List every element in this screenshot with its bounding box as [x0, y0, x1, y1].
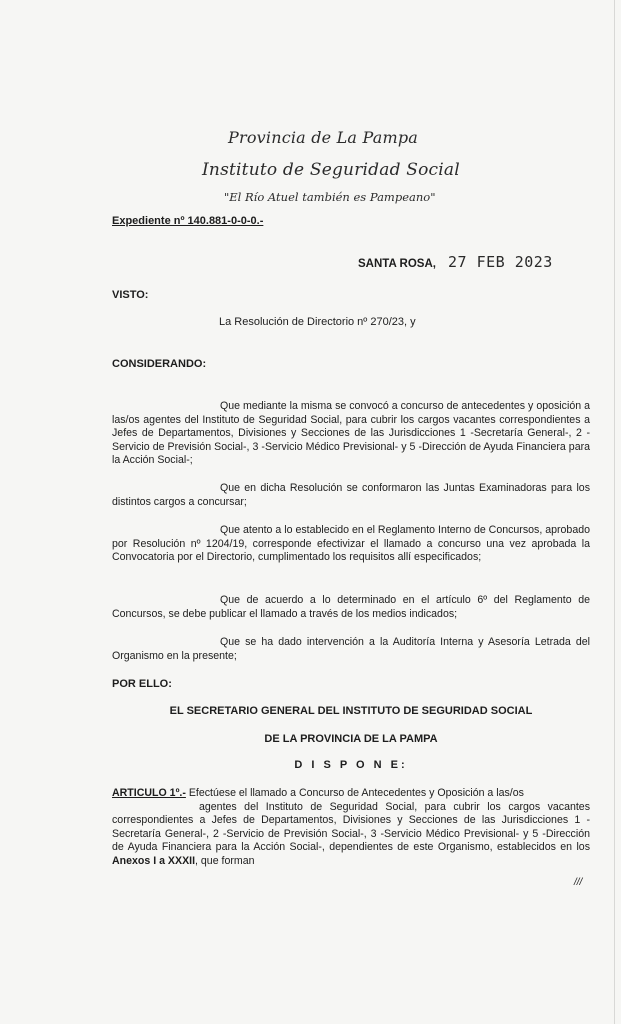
- considerando-paragraph: Que atento a lo establecido en el Reglamento Interno de Concursos, aprobado por Resolución nº 1204/19, corresponde efectivizar el llamado a concurso una vez aprobada la Convocatoria por el Directorio, cumplimentado los requisitos allí especificados;: [112, 524, 590, 563]
- articulo-1-label: ARTICULO 1º.-: [112, 787, 186, 799]
- articulo-1-first-line: ARTICULO 1º.- Efectúese el llamado a Concurso de Antecedentes y Oposición a las/os: [112, 787, 524, 799]
- page-edge: [614, 0, 615, 1024]
- authority-title-line2: DE LA PROVINCIA DE LA PAMPA: [264, 733, 438, 745]
- letterhead-motto: "El Río Atuel también es Pampeano": [224, 190, 436, 204]
- continuation-mark: ///: [574, 877, 583, 888]
- considerando-paragraph: Que mediante la misma se convocó a concurso de antecedentes y oposición a las/os agentes del Instituto de Seguridad Social, para cubrir los cargos vacantes correspondientes a Jefes de Departamentos, Divisiones y Secciones de las Jurisdicciones 1 -Secretaría General-, 2 -Servicio de Previsión Social-, 3 -Servicio Médico Previsional- y 5 -Dirección de Ayuda Financiera para la Acción Social-;: [112, 400, 590, 466]
- place-label: SANTA ROSA,: [358, 258, 436, 270]
- considerando-paragraph: Que se ha dado intervención a la Auditoría Interna y Asesoría Letrada del Organismo en la presente;: [112, 636, 590, 662]
- dispone-heading: D I S P O N E:: [294, 759, 408, 771]
- authority-title-line1: EL SECRETARIO GENERAL DEL INSTITUTO DE SEGURIDAD SOCIAL: [169, 705, 533, 717]
- expediente-number: Expediente nº 140.881-0-0-0.-: [112, 215, 264, 227]
- considerando-paragraph: Que en dicha Resolución se conformaron las Juntas Examinadoras para los distintos cargos a concursar;: [112, 482, 590, 508]
- considerando-heading: CONSIDERANDO:: [112, 358, 207, 370]
- articulo-1: ARTICULO 1º.- Efectúese el llamado a Concurso de Antecedentes y Oposición a las/os agentes del Instituto de Seguridad Social, para cubrir los cargos vacantes correspondientes a Jefes de Departamentos, Divisiones y Secciones de las Jurisdicciones 1 -Secretaría General-, 2 -Servicio de Previsión Social-, 3 -Servicio Médico Previsional- y 5 -Dirección de Ayuda Financiera para la Acción Social-, dependientes de este Organismo, establecidos en los Anexos I a XXXII, que forman: [112, 787, 590, 867]
- date-stamp: 27 FEB 2023: [448, 253, 553, 271]
- anexos-reference: Anexos I a XXXII: [112, 854, 196, 867]
- considerando-paragraph: Que de acuerdo a lo determinado en el artículo 6º del Reglamento de Concursos, se debe publicar el llamado a través de los medios indicados;: [112, 594, 590, 620]
- por-ello-heading: POR ELLO:: [112, 678, 172, 690]
- letterhead-institute: Instituto de Seguridad Social: [202, 160, 460, 180]
- visto-text: La Resolución de Directorio nº 270/23, y: [219, 316, 416, 328]
- letterhead-province: Provincia de La Pampa: [228, 128, 418, 147]
- visto-heading: VISTO:: [112, 289, 149, 301]
